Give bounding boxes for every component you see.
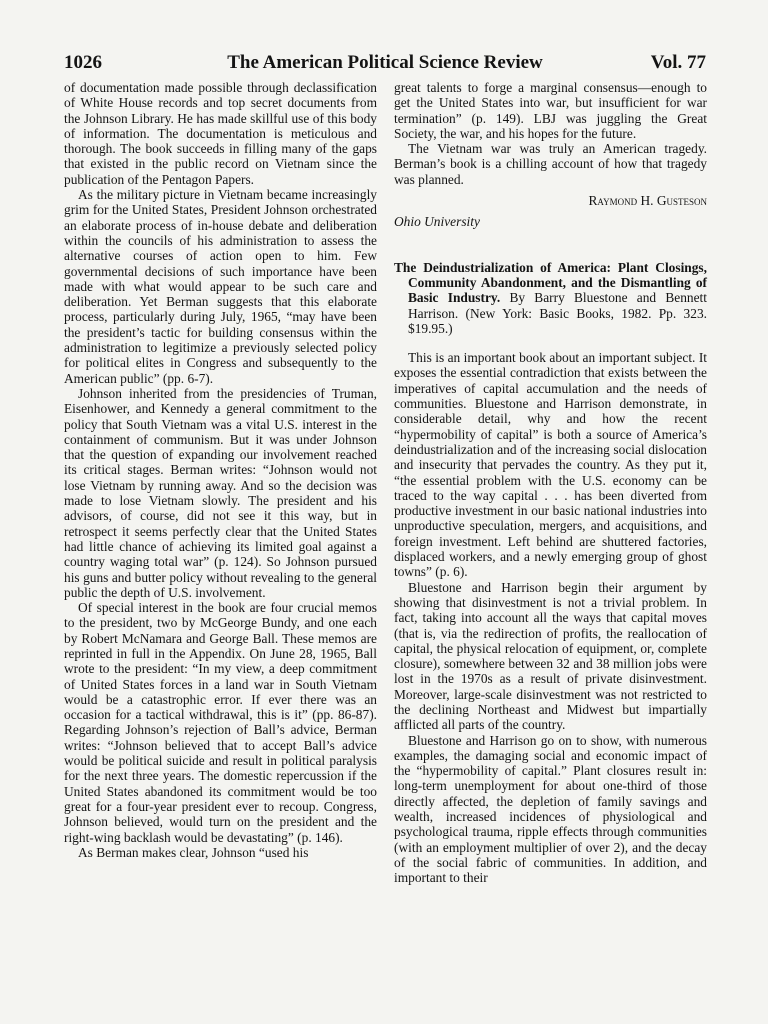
paragraph: of documentation made possible through declassification of White House records and top secret documents from the Johnson Library. He has made skillful use of this body of information. The documentation is meticulous and thorough. The book succeeds in filling many of the gaps that existed in the public record on Vietnam since the publication of the Pentagon Papers.: [64, 80, 377, 187]
paragraph: Bluestone and Harrison begin their argument by showing that disinvestment is not a trivial problem. In fact, taking into account all the ways that capital moves (that is, via the redirection of profits, the reallocation of capital, the physical relocation of equipment, or, complete closure), somewhere between 32 and 38 million jobs were lost in the 1970s as a result of private disinvestment. Moreover, large-scale disinvestment was not restricted to the declining Northeast and Midwest but impartially afflicted all parts of the country.: [394, 579, 707, 733]
paragraph: great talents to forge a marginal consensus—enough to get the United States into war, but insufficient for war termination” (p. 149). LBJ was juggling the Great Society, the war, and his hopes for the future.: [394, 80, 707, 141]
book-citation: [394, 260, 707, 336]
paragraph: Bluestone and Harrison go on to show, with numerous examples, the damaging social and economic impact of the “hypermobility of capital.” Plant closures result in: long-term unemployment for about one-third of those directly affected, the depletion of family savings and wealth, increased incidences of physiological and psychological trauma, ripple effects through communities (with an employment multiplier of over 2), and the decay of the social fabric of communities. In addition, and important to their: [394, 732, 707, 886]
paragraph: The Vietnam war was truly an American tragedy. Berman’s book is a chilling account of how that tragedy was planned.: [394, 141, 707, 187]
journal-title: The American Political Science Review: [227, 52, 543, 73]
paragraph: This is an important book about an important subject. It exposes the essential contradiction that exists between the imperatives of capital accumulation and the needs of communities. Bluestone and Harrison demonstrate, in considerable detail, why and how the recent “hypermobility of capital” is both a source of America’s deindustrialization and of the increasing social dislocation and insecurity that pervades the country. As they put it, “the essential problem with the U.S. economy can be traced to the way capital . . . has been diverted from productive investment in our basic national industries into unproductive speculation, mergers, and acquisitions, and foreign investment. Left behind are shuttered factories, displaced workers, and a newly emerging group of ghost towns” (p. 6).: [394, 350, 707, 580]
book-details: By Barry Bluestone and Bennett Harrison. (New York: Basic Books, 1982. Pp. 323. $19.95.): [408, 290, 707, 336]
page-number: 1026: [64, 52, 102, 73]
book-title: The Deindustrialization of America: Plant Closings, Community Abandonment, and the Dismantling of Basic Industry.: [394, 259, 707, 306]
left-column: [64, 80, 377, 860]
volume-label: Vol. 77: [650, 52, 706, 73]
paragraph: As the military picture in Vietnam became increasingly grim for the United States, President Johnson orchestrated an elaborate process of in-house debate and deliberation within the councils of his administration to assess the alternative courses of action open to him. Few governmental decisions of such importance have been made with what would appear to be such care and deliberation. Yet Berman suggests that this elaborate process, particularly during July, 1965, “may have been the president’s tactic for building consensus within the administration to legitimize a previously selected policy for political elites in Congress and subsequently to the American public” (pp. 6-7).: [64, 187, 377, 386]
spacer: [394, 336, 707, 350]
right-column: [394, 80, 707, 886]
reviewer-affiliation: Ohio University: [394, 214, 480, 230]
reviewer-signature: Raymond H. Gusteson: [588, 193, 707, 209]
paragraph: Of special interest in the book are four crucial memos to the president, two by McGeorge Bundy, and one each by Robert McNamara and George Ball. These memos are reprinted in full in the Appendix. On June 28, 1965, Ball wrote to the president: “In my view, a deep commitment of United States forces in a land war in South Vietnam would be a catastrophic error. If ever there was an occasion for a tactical withdrawal, this is it” (pp. 86-87). Regarding Johnson’s rejection of Ball’s advice, Berman writes: “Johnson believed that to accept Ball’s advice would be political suicide and result in political paralysis for the next three years. The domestic repercussion if the United States abandoned its commitment would be too great for a four-year president ever to recoup. Congress, Johnson believed, would turn on the president and the right-wing backlash would be devastating” (p. 146).: [64, 600, 377, 845]
paragraph: Johnson inherited from the presidencies of Truman, Eisenhower, and Kennedy a general commitment to the policy that South Vietnam was a vital U.S. interest in the containment of communism. But it was under Johnson that the question of expanding our involvement reached its critical stages. Berman writes: “Johnson would not lose Vietnam by running away. And so the decision was made to lose Vietnam slowly. The president and his advisors, of course, did not see it this way, but in retrospect it seems perfectly clear that the United States had little chance of achieving its limited goal against a country waging total war” (p. 124). So Johnson pursued his guns and butter policy without revealing to the general public the depth of U.S. involvement.: [64, 385, 377, 600]
running-header: [64, 52, 706, 74]
paragraph: As Berman makes clear, Johnson “used his: [78, 844, 309, 860]
